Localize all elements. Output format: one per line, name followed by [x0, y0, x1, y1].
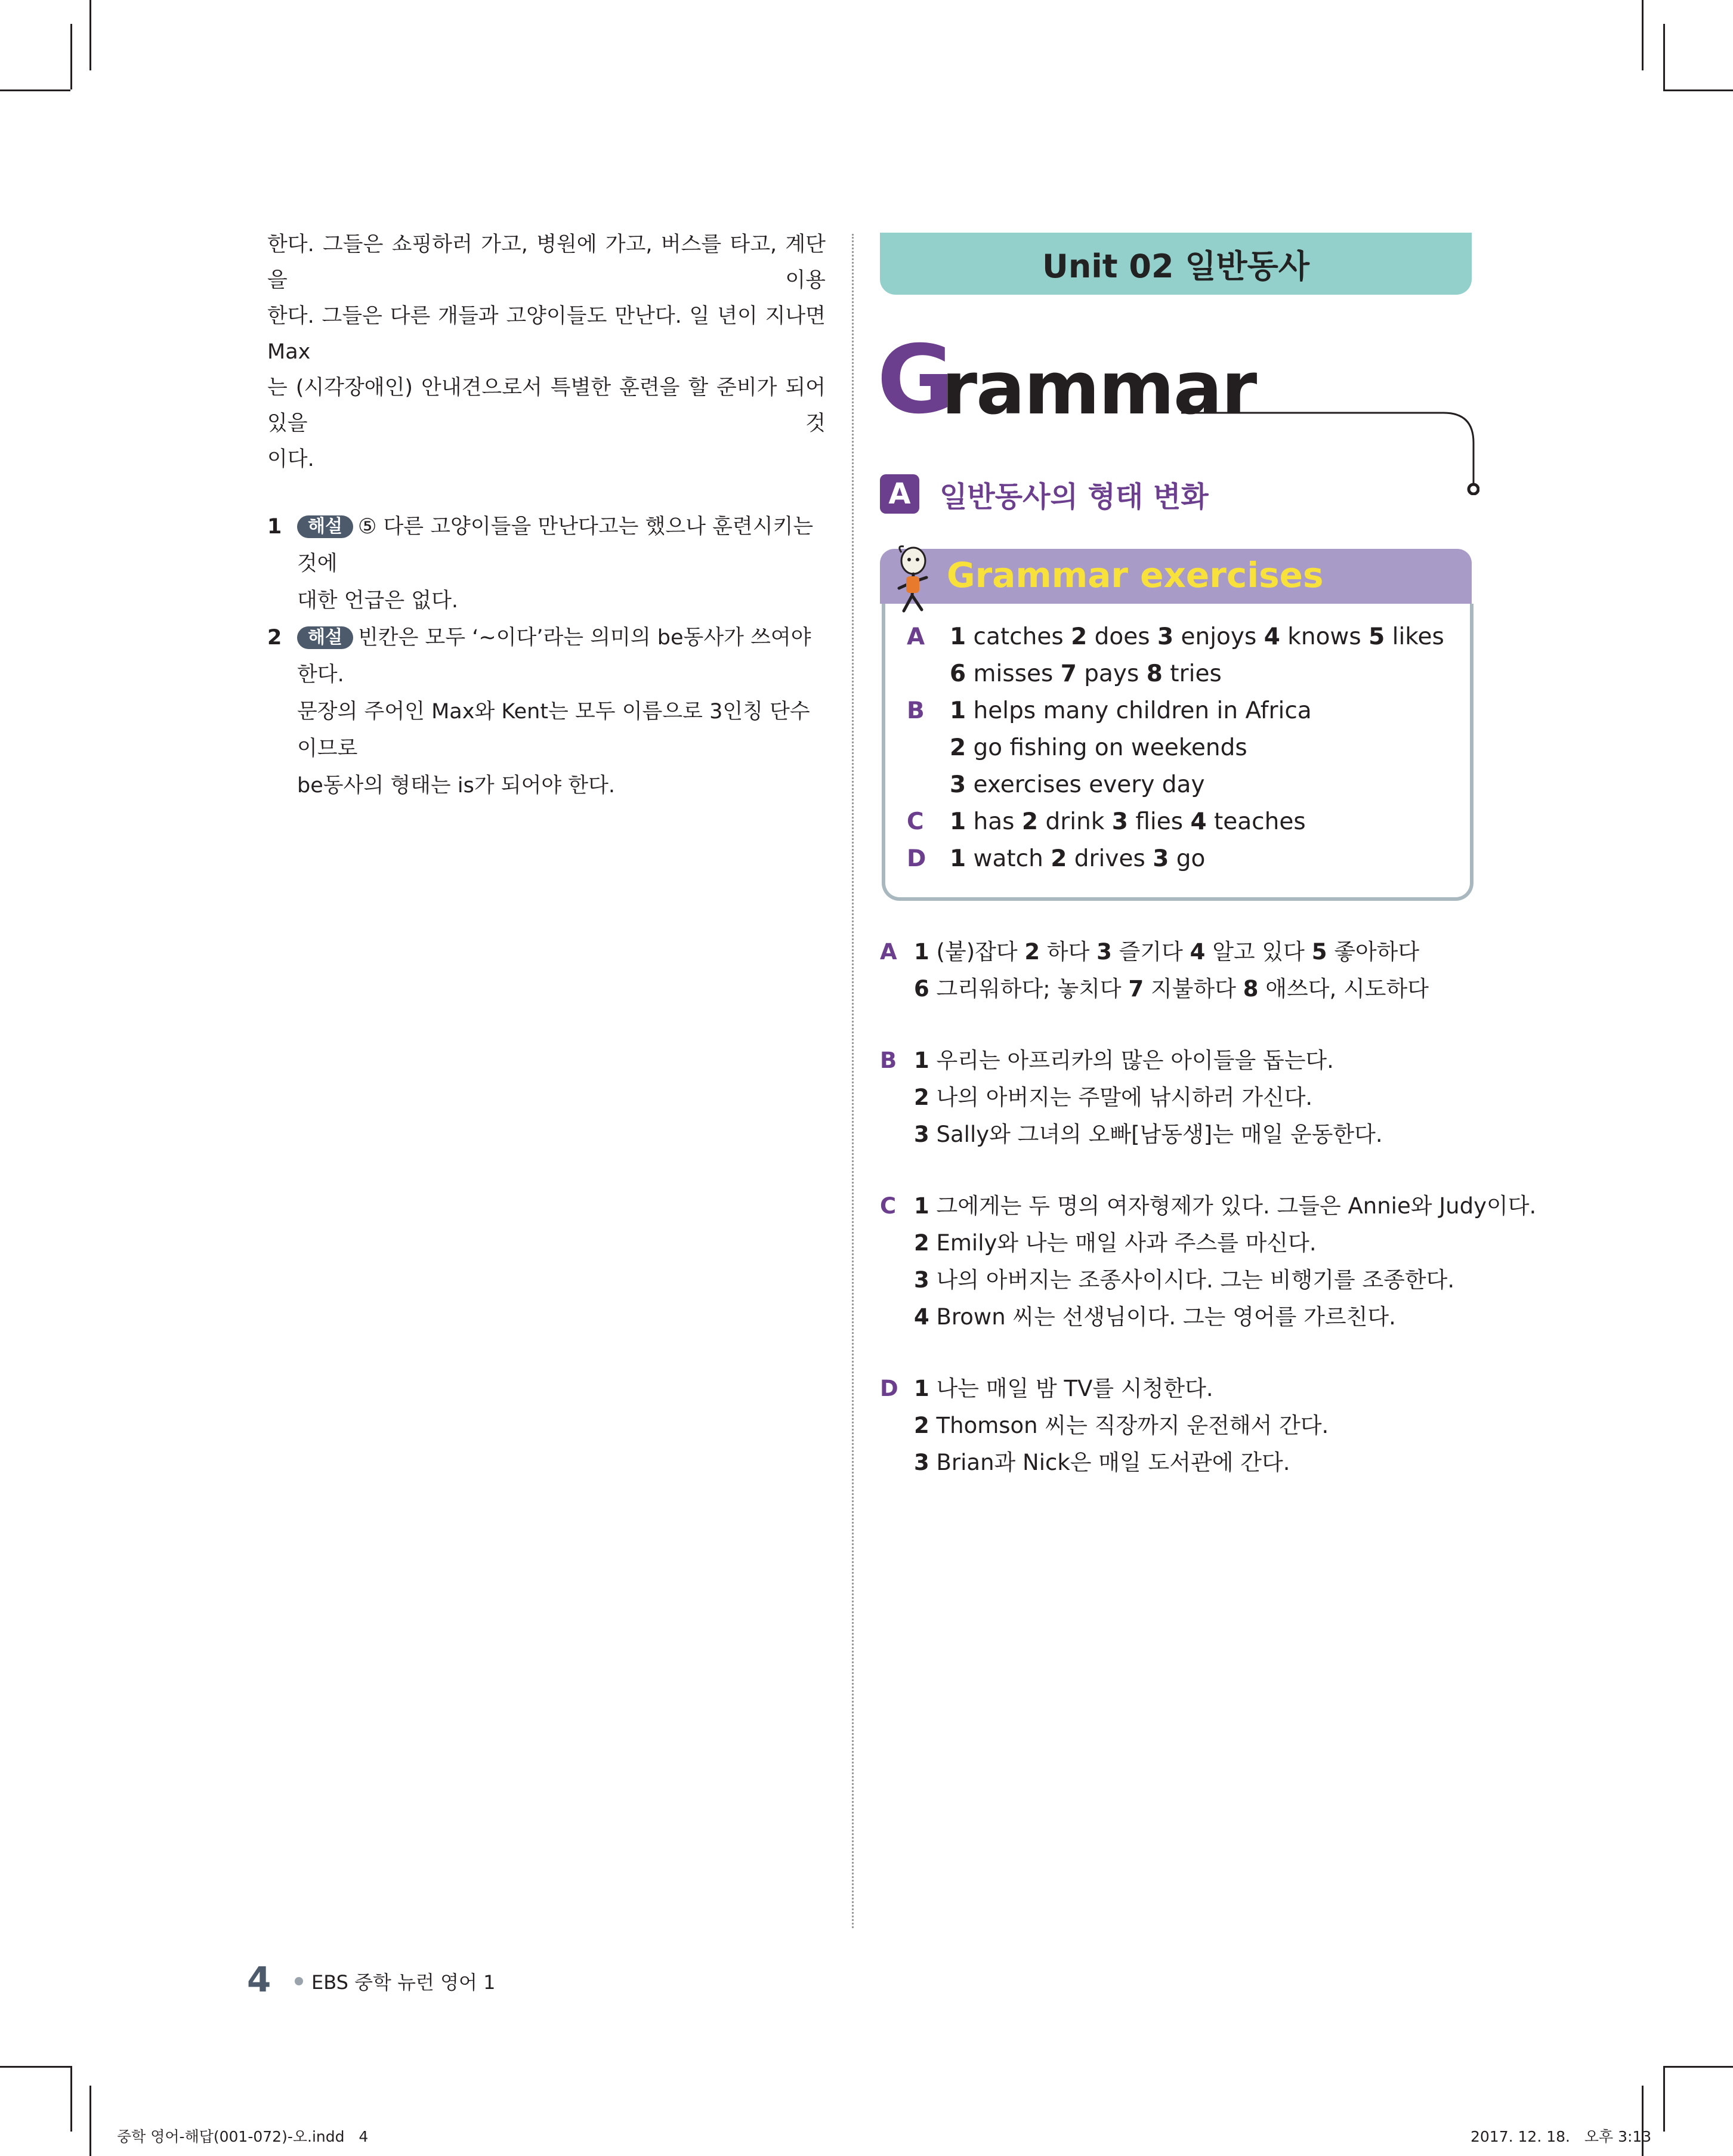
item-answer: 나의 아버지는 주말에 낚시하러 가신다.	[936, 1085, 1313, 1110]
mascot-icon	[888, 544, 938, 613]
item-number: 1	[914, 1193, 929, 1219]
note-line: 대한 언급은 없다.	[297, 589, 459, 613]
exercises-header-bar	[880, 549, 1472, 604]
translation-row	[880, 1370, 1476, 1407]
answer-items	[950, 841, 1205, 878]
answer-items	[950, 767, 1205, 804]
translation-row	[880, 1262, 1476, 1299]
item-answer: 하다	[1046, 939, 1090, 965]
answer-note	[267, 619, 826, 804]
decorative-line-icon	[1181, 412, 1479, 495]
reading-paragraph	[267, 227, 826, 477]
translation-row	[880, 1444, 1476, 1481]
slug-date: 2017. 12. 18. 오후 3:13	[1471, 2128, 1652, 2145]
grammar-logo-initial: G	[877, 325, 954, 435]
crop-mark	[89, 2086, 91, 2156]
answer-row	[902, 693, 1463, 730]
grammar-logo-rest: rammar	[941, 346, 1256, 431]
note-text: 빈칸은 모두 ‘~이다’라는 의미의 be동사가 쓰여야 한다.	[297, 626, 811, 687]
item-number: 2	[1051, 845, 1067, 872]
crop-mark	[0, 89, 70, 91]
item-number: 7	[1060, 660, 1077, 687]
item-answer: drink	[1045, 808, 1105, 835]
item-number: 5	[1311, 939, 1327, 965]
item-number: 1	[950, 808, 966, 835]
item-answer: (붙)잡다	[936, 939, 1018, 965]
answer-notes	[267, 508, 826, 804]
item-answer: teaches	[1214, 808, 1306, 835]
explanation-badge: 해설	[297, 626, 353, 649]
item-number: 3	[1157, 623, 1174, 650]
translation-items	[914, 1262, 1454, 1299]
item-answer: go fishing on weekends	[973, 734, 1247, 761]
item-answer: helps many children in Africa	[973, 697, 1312, 724]
item-answer: Emily와 나는 매일 사과 주스를 마신다.	[936, 1230, 1317, 1256]
item-answer: 알고 있다	[1212, 939, 1305, 965]
explanation-badge: 해설	[297, 515, 353, 538]
crop-mark	[0, 2066, 70, 2068]
item-answer: Sally와 그녀의 오빠[남동생]는 매일 운동한다.	[936, 1122, 1383, 1147]
answer-section-label: D	[907, 845, 926, 872]
item-number: 1	[914, 939, 929, 965]
translation-row	[880, 1116, 1476, 1153]
item-answer: go	[1176, 845, 1206, 872]
item-answer: 나는 매일 밤 TV를 시청한다.	[936, 1376, 1213, 1401]
item-number: 2	[1071, 623, 1088, 650]
item-number: 1	[914, 1376, 929, 1401]
item-number: 8	[1146, 660, 1163, 687]
crop-mark	[1663, 24, 1665, 89]
item-answer: tries	[1170, 660, 1222, 687]
translation-row	[880, 1188, 1537, 1225]
item-answer: 그리워하다; 놓치다	[936, 976, 1122, 1002]
section-heading	[880, 474, 1209, 514]
note-number: 1	[267, 515, 282, 539]
crop-mark	[70, 2066, 72, 2132]
translation-section-label: A	[880, 939, 897, 965]
note-line: 문장의 주어인 Max와 Kent는 모두 이름으로 3인칭 단수이므로	[297, 700, 810, 761]
translation-items	[914, 971, 1429, 1008]
translation-items	[914, 1042, 1334, 1079]
unit-title-bar	[880, 233, 1472, 295]
item-number: 4	[1190, 939, 1206, 965]
translation-row	[880, 1079, 1476, 1116]
translation-section-label: B	[880, 1048, 897, 1073]
crop-mark	[1642, 0, 1644, 70]
note-line	[297, 619, 826, 693]
column-divider	[852, 234, 854, 1928]
item-answer: drives	[1074, 845, 1145, 872]
item-answer: enjoys	[1181, 623, 1257, 650]
unit-title: Unit 02 일반동사	[1042, 247, 1310, 285]
translation-row	[880, 934, 1476, 971]
item-number: 2	[950, 734, 966, 761]
translation-section-label: D	[880, 1376, 898, 1401]
paragraph-line: 한다. 그들은 쇼핑하러 가고, 병원에 가고, 버스를 타고, 계단을 이용	[267, 233, 826, 292]
slug-filename: 중학 영어-해답(001-072)-오.indd 4	[117, 2128, 369, 2145]
item-number: 3	[1096, 939, 1112, 965]
crop-mark	[89, 0, 91, 70]
crop-mark	[1663, 2066, 1733, 2068]
translation-items	[914, 1299, 1396, 1336]
section-title: 일반동사의 형태 변화	[940, 480, 1209, 514]
translation-group	[880, 1042, 1476, 1153]
translation-row	[880, 971, 1476, 1008]
note-text: ⑤ 다른 고양이들을 만난다고는 했으나 훈련시키는 것에	[297, 515, 814, 576]
item-number: 4	[914, 1304, 929, 1330]
translation-items	[914, 934, 1419, 971]
item-number: 6	[950, 660, 966, 687]
answer-row	[902, 619, 1463, 656]
item-answer: 그에게는 두 명의 여자형제가 있다. 그들은 Annie와 Judy이다.	[936, 1193, 1537, 1219]
translation-row	[880, 1299, 1476, 1336]
translation-answers	[880, 934, 1537, 1516]
item-number: 3	[950, 771, 966, 798]
item-answer: Brown 씨는 선생님이다. 그는 영어를 가르친다.	[936, 1304, 1396, 1330]
translation-items	[914, 1188, 1536, 1225]
item-number: 4	[1264, 623, 1280, 650]
translation-row	[880, 1407, 1476, 1444]
translation-items	[914, 1370, 1213, 1407]
exercises-title: Grammar exercises	[947, 555, 1324, 595]
item-number: 2	[1024, 939, 1040, 965]
item-answer: likes	[1392, 623, 1444, 650]
item-answer: Brian과 Nick은 매일 도서관에 간다.	[936, 1450, 1290, 1475]
item-answer: 나의 아버지는 조종사이시다. 그는 비행기를 조종한다.	[936, 1267, 1455, 1293]
grammar-logo	[877, 325, 1256, 435]
translation-items	[914, 1079, 1312, 1116]
section-letter-badge: A	[880, 474, 919, 514]
item-answer: Thomson 씨는 직장까지 운전해서 간다.	[936, 1413, 1329, 1438]
item-answer: 지불하다	[1150, 976, 1236, 1002]
item-answer: 즐기다	[1119, 939, 1183, 965]
translation-row	[880, 1042, 1476, 1079]
item-answer: misses	[973, 660, 1054, 687]
item-answer: does	[1094, 623, 1150, 650]
paragraph-line: 한다. 그들은 다른 개들과 고양이들도 만난다. 일 년이 지나면 Max	[267, 304, 826, 364]
item-number: 8	[1243, 976, 1259, 1002]
answer-row	[902, 767, 1463, 804]
page-number: 4	[247, 1959, 271, 2000]
item-number: 1	[914, 1048, 929, 1073]
answer-items	[950, 619, 1444, 656]
exercise-answers	[902, 619, 1463, 878]
crop-mark	[70, 24, 72, 89]
translation-group	[880, 1188, 1537, 1336]
answer-items	[950, 804, 1306, 841]
answer-section-label: A	[907, 623, 925, 650]
left-column	[267, 227, 826, 804]
item-answer: pays	[1084, 660, 1139, 687]
item-number: 3	[914, 1267, 929, 1293]
item-answer: knows	[1287, 623, 1361, 650]
translation-items	[914, 1407, 1329, 1444]
item-answer: exercises every day	[973, 771, 1205, 798]
translation-section-label: C	[880, 1193, 897, 1219]
answer-row	[902, 804, 1463, 841]
item-number: 1	[950, 845, 966, 872]
paragraph-line: 이다.	[267, 447, 314, 471]
crop-mark	[1663, 2066, 1665, 2132]
item-number: 2	[1021, 808, 1039, 835]
note-line: be동사의 형태는 is가 되어야 한다.	[297, 774, 616, 798]
item-answer: has	[973, 808, 1015, 835]
item-answer: 애쓰다, 시도하다	[1265, 976, 1429, 1002]
paragraph-line: 는 (시각장애인) 안내견으로서 특별한 훈련을 할 준비가 되어 있을 것	[267, 376, 826, 435]
translation-row	[880, 1225, 1476, 1262]
translation-items	[914, 1116, 1383, 1153]
item-answer: 좋아하다	[1334, 939, 1420, 965]
translation-group	[880, 934, 1476, 1008]
answer-section-label: C	[907, 808, 924, 835]
answer-row	[902, 841, 1463, 878]
item-number: 4	[1190, 808, 1207, 835]
translation-group	[880, 1370, 1476, 1481]
translation-items	[914, 1225, 1317, 1262]
item-number: 2	[914, 1413, 929, 1438]
item-number: 3	[1111, 808, 1128, 835]
answer-row	[902, 730, 1463, 767]
crop-mark	[1663, 89, 1733, 91]
item-number: 7	[1128, 976, 1144, 1002]
item-answer: 우리는 아프리카의 많은 아이들을 돕는다.	[936, 1048, 1334, 1073]
item-number: 2	[914, 1085, 929, 1110]
bullet-icon	[295, 1977, 303, 1985]
item-number: 1	[950, 623, 966, 650]
item-number: 3	[914, 1450, 929, 1475]
answer-note	[267, 508, 826, 619]
answer-items	[950, 656, 1222, 693]
item-number: 3	[914, 1122, 929, 1147]
note-line	[297, 508, 826, 582]
answer-items	[950, 730, 1247, 767]
item-answer: flies	[1135, 808, 1184, 835]
item-answer: catches	[973, 623, 1064, 650]
item-number: 2	[914, 1230, 929, 1256]
item-number: 6	[914, 976, 929, 1002]
item-number: 5	[1369, 623, 1385, 650]
answer-row	[902, 656, 1463, 693]
answer-section-label: B	[907, 697, 925, 724]
item-number: 3	[1153, 845, 1169, 872]
item-answer: watch	[973, 845, 1043, 872]
note-number: 2	[267, 626, 282, 650]
item-number: 1	[950, 697, 966, 724]
book-title: EBS 중학 뉴런 영어 1	[311, 1971, 496, 1994]
answer-items	[950, 693, 1312, 730]
translation-items	[914, 1444, 1290, 1481]
